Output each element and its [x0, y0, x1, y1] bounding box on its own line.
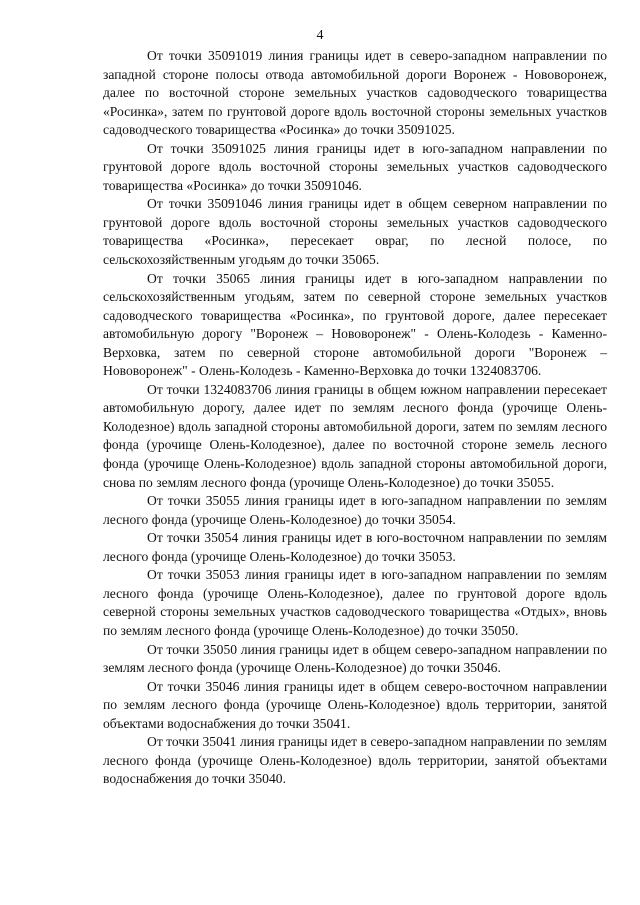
paragraph: От точки 35091019 линия границы идет в северо-западном направлении по западной стороне полосы отвода автомобильной дороги Воронеж - Нововоронеж, далее по восточной стороне земельных участков садоводческого товарищества «Росинка», затем по грунтовой дороге вдоль восточной стороны земельных участков садоводческого товарищества «Росинка» до точки 35091025.: [103, 48, 607, 138]
paragraph: От точки 35091046 линия границы идет в общем северном направлении по грунтовой дороге вдоль восточной стороны земельных участков садоводческого товарищества «Росинка», пересекает овраг, по лесной полосе, по сельскохозяйственным угодьям до точки 35065.: [103, 196, 607, 268]
document-body: [103, 47, 607, 789]
paragraph: От точки 35054 линия границы идет в юго-восточном направлении по землям лесного фонда (урочище Олень-Колодезное) до точки 35053.: [103, 530, 607, 564]
paragraph: От точки 1324083706 линия границы в общем южном направлении пересекает автомобильную дорогу, далее идет по землям лесного фонда (урочище Олень-Колодезное) вдоль западной стороны автомобильной дороги, затем по землям лесного фонда (урочище Олень-Колодезное), далее по восточной стороне земель лесного фонда (урочище Олень-Колодезное) вдоль западной стороны автомобильной дороги, снова по землям лесного фонда (урочище Олень-Колодезное) до точки 35055.: [103, 381, 607, 490]
paragraph: От точки 35053 линия границы идет в юго-западном направлении по землям лесного фонда (урочище Олень-Колодезное), далее по грунтовой дороге вдоль северной стороны земельных участков садоводческого товарищества «Отдых», вновь по землям лесного фонда (урочище Олень-Колодезное) до точки 35050.: [103, 567, 607, 638]
paragraph: От точки 35065 линия границы идет в юго-западном направлении по сельскохозяйственным угодьям, затем по северной стороне земельных участков садоводческого товарищества «Росинка», по грунтовой дороге, далее пересекает автомобильную дорогу "Воронеж – Нововоронеж" - Олень-Колодезь - Каменно-Верховка, затем по северной стороне автомобильной дороги "Воронеж – Нововоронеж" - Олень-Колодезь - Каменно-Верховка до точки 1324083706.: [103, 270, 607, 379]
paragraph: От точки 35050 линия границы идет в общем северо-западном направлении по землям лесного фонда (урочище Олень-Колодезное) до точки 35046.: [103, 641, 607, 676]
paragraph: От точки 35046 линия границы идет в общем северо-восточном направлении по землям лесного фонда (урочище Олень-Колодезное) вдоль территории, занятой объектами водоснабжения до точки 35041.: [103, 678, 607, 731]
paragraph: От точки 35055 линия границы идет в юго-западном направлении по землям лесного фонда (урочище Олень-Колодезное) до точки 35054.: [103, 493, 607, 527]
paragraph: От точки 35091025 линия границы идет в юго-западном направлении по грунтовой дороге вдоль восточной стороны земельных участков садоводческого товарищества «Росинка» до точки 35091046.: [103, 140, 607, 193]
paragraph: От точки 35041 линия границы идет в северо-западном направлении по землям лесного фонда (урочище Олень-Колодезное) вдоль территории, занятой объектами водоснабжения до точки 35040.: [103, 734, 607, 787]
page-number: 4: [316, 28, 324, 43]
